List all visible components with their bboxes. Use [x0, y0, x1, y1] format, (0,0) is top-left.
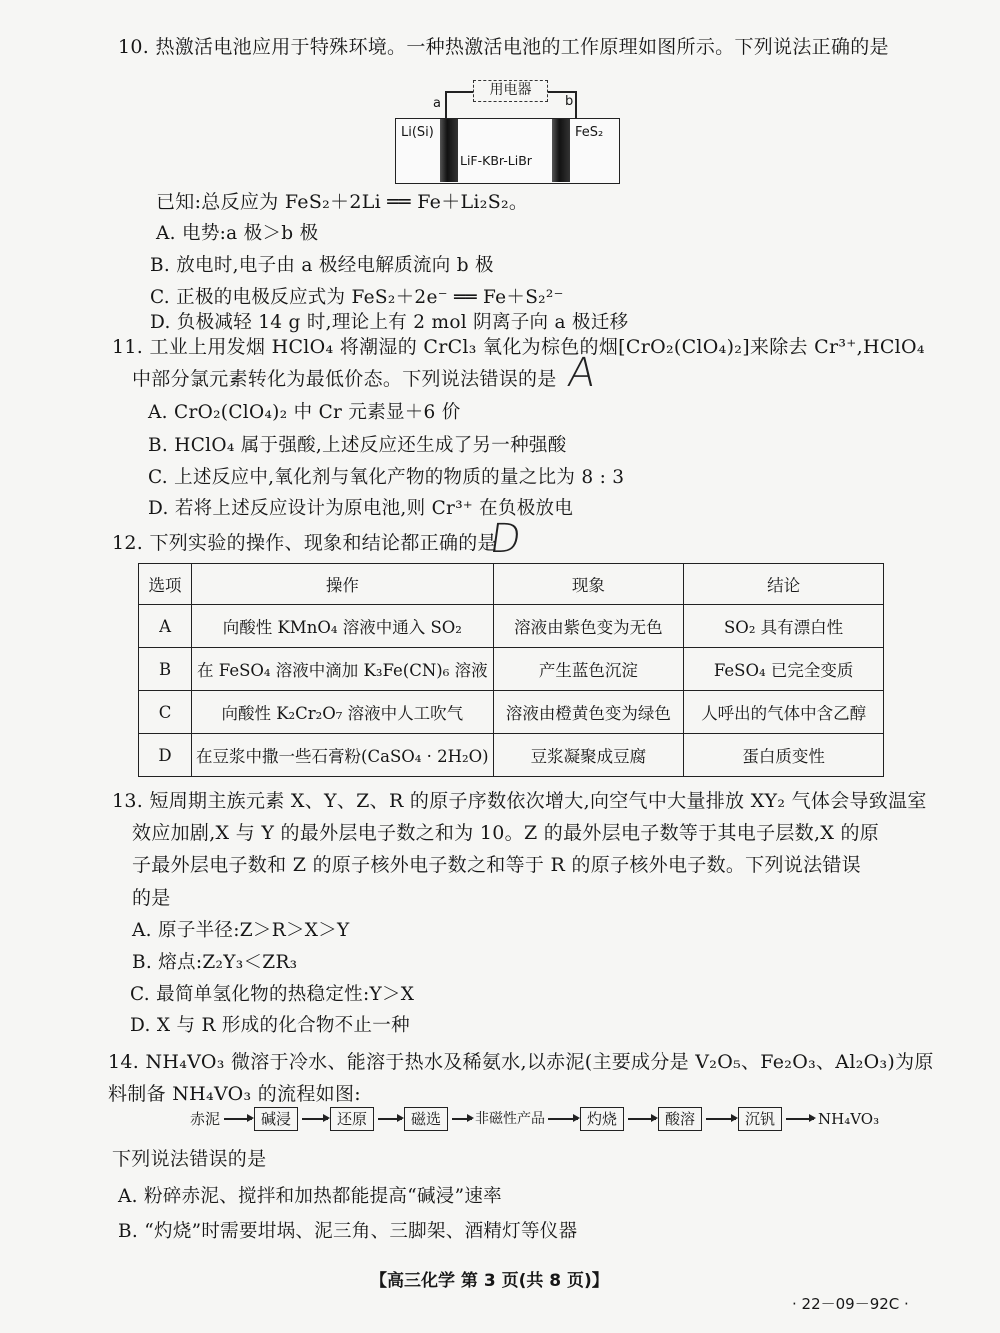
battery-diagram: [395, 80, 620, 185]
q11-handwritten-answer: A: [564, 350, 599, 396]
table-cell: 蛋白质变性: [684, 734, 884, 777]
flow-arrow: [452, 1118, 472, 1120]
flow-end: NH₄VO₃: [818, 1110, 880, 1128]
table-row: [139, 648, 884, 691]
q12-stem: 12. 下列实验的操作、现象和结论都正确的是: [112, 532, 497, 554]
q14-line1: 14. NH₄VO₃ 微溶于冷水、能溶于热水及稀氨水,以赤泥(主要成分是 V₂O₅、Fe₂O₃、Al₂O₃)为原: [108, 1051, 934, 1073]
paper-code: · 22－09－92C ·: [792, 1295, 909, 1313]
q10-option-c: C. 正极的电极反应式为 FeS₂＋2e⁻ ══ Fe＋S₂²⁻: [150, 287, 564, 308]
table-cell: B: [139, 648, 192, 691]
table-header: 结论: [684, 564, 884, 605]
table-cell: 豆浆凝聚成豆腐: [493, 734, 684, 777]
flow-arrow: [628, 1118, 656, 1120]
table-cell: 在豆浆中撒一些石膏粉(CaSO₄ · 2H₂O): [192, 734, 494, 777]
flow-arrow: [224, 1118, 252, 1120]
flow-step-roast: 灼烧: [580, 1107, 624, 1131]
flow-step-reduce: 还原: [330, 1107, 374, 1131]
table-cell: 在 FeSO₄ 溶液中滴加 K₃Fe(CN)₆ 溶液: [192, 648, 494, 691]
table-cell: FeSO₄ 已完全变质: [684, 648, 884, 691]
table-row: [139, 734, 884, 777]
q13-line1: 13. 短周期主族元素 X、Y、Z、R 的原子序数依次增大,向空气中大量排放 XY₂ 气体会导致温室: [112, 790, 927, 812]
q14-ask: 下列说法错误的是: [112, 1148, 267, 1170]
q14-line2: 料制备 NH₄VO₃ 的流程如图:: [108, 1083, 361, 1105]
cathode-material: FeS₂: [575, 125, 604, 140]
table-cell: A: [139, 605, 192, 648]
table-header-row: [139, 564, 884, 605]
flow-step-magnetic-separation: 磁选: [404, 1107, 448, 1131]
flow-step-acid-dissolve: 酸溶: [658, 1107, 702, 1131]
flow-intermediate: 非磁性产品: [475, 1111, 545, 1127]
flow-arrow: [378, 1118, 402, 1120]
q10-option-b: B. 放电时,电子由 a 极经电解质流向 b 极: [150, 255, 494, 276]
table-cell: D: [139, 734, 192, 777]
anode-material: Li(Si): [401, 125, 434, 140]
q13-line2: 效应加剧,X 与 Y 的最外层电子数之和为 10。Z 的最外层电子数等于其电子层数,X 的原: [132, 822, 880, 844]
table-header: 操作: [192, 564, 494, 605]
q10-option-a: A. 电势:a 极＞b 极: [156, 223, 319, 244]
table-cell: 人呼出的气体中含乙醇: [684, 691, 884, 734]
q13-line4: 的是: [132, 887, 171, 909]
table-cell: 向酸性 KMnO₄ 溶液中通入 SO₂: [192, 605, 494, 648]
q13-option-d: D. X 与 R 形成的化合物不止一种: [130, 1015, 410, 1036]
table-cell: 产生蓝色沉淀: [493, 648, 684, 691]
q14-option-b: B. “灼烧”时需要坩埚、泥三角、三脚架、酒精灯等仪器: [118, 1221, 578, 1242]
q10-stem: 10. 热激活电池应用于特殊环境。一种热激活电池的工作原理如图所示。下列说法正确的是: [118, 36, 889, 58]
q13-line3: 子最外层电子数和 Z 的原子核外电子数之和等于 R 的原子核外电子数。下列说法错误: [132, 854, 861, 876]
table-cell: 溶液由紫色变为无色: [493, 605, 684, 648]
flow-arrow: [706, 1118, 736, 1120]
q11-option-a: A. CrO₂(ClO₄)₂ 中 Cr 元素显＋6 价: [148, 402, 461, 423]
flow-arrow: [302, 1118, 328, 1120]
table-header: 现象: [493, 564, 684, 605]
table-cell: 向酸性 K₂Cr₂O₇ 溶液中人工吹气: [192, 691, 494, 734]
table-row: [139, 691, 884, 734]
electrode-a-label: a: [433, 96, 441, 111]
table-row: [139, 605, 884, 648]
q13-option-a: A. 原子半径:Z＞R＞X＞Y: [132, 920, 350, 941]
process-flow: [190, 1103, 880, 1143]
q11-option-c: C. 上述反应中,氧化剂与氧化产物的物质的量之比为 8 : 3: [148, 467, 625, 488]
cell-body: [395, 118, 620, 184]
q10-option-d: D. 负极减轻 14 g 时,理论上有 2 mol 阴离子向 a 极迁移: [150, 312, 629, 333]
q10-known: 已知:总反应为 FeS₂＋2Li ══ Fe＋Li₂S₂。: [156, 191, 529, 213]
q11-line1: 11. 工业上用发烟 HClO₄ 将潮湿的 CrCl₃ 氧化为棕色的烟[CrO₂(ClO₄)₂]来除去 Cr³⁺,HClO₄: [112, 336, 925, 358]
table-cell: 溶液由橙黄色变为绿色: [493, 691, 684, 734]
electrode-a: [440, 119, 458, 182]
page-footer: 【高三化学 第 3 页(共 8 页)】: [370, 1271, 609, 1291]
q13-option-b: B. 熔点:Z₂Y₃＜ZR₃: [132, 952, 298, 973]
q12-table: [138, 563, 884, 777]
flow-arrow: [548, 1118, 578, 1120]
q14-option-a: A. 粉碎赤泥、搅拌和加热都能提高“碱浸”速率: [118, 1186, 502, 1207]
q12-handwritten-answer: D: [486, 516, 525, 562]
q11-option-d: D. 若将上述反应设计为原电池,则 Cr³⁺ 在负极放电: [148, 498, 574, 519]
electrolyte-label: LiF-KBr-LiBr: [460, 153, 532, 168]
table-cell: SO₂ 具有漂白性: [684, 605, 884, 648]
table-header: 选项: [139, 564, 192, 605]
q13-option-c: C. 最简单氢化物的热稳定性:Y＞X: [130, 984, 415, 1005]
flow-start: 赤泥: [190, 1110, 221, 1128]
load-device: 用电器: [473, 80, 548, 102]
flow-step-alkali-leach: 碱浸: [254, 1107, 298, 1131]
flow-arrow: [786, 1118, 814, 1120]
electrode-b-label: b: [565, 94, 574, 109]
q11-line2: 中部分氯元素转化为最低价态。下列说法错误的是: [132, 368, 557, 390]
table-cell: C: [139, 691, 192, 734]
flow-step-precipitate: 沉钒: [738, 1107, 782, 1131]
electrode-b: [552, 119, 570, 182]
q11-option-b: B. HClO₄ 属于强酸,上述反应还生成了另一种强酸: [148, 435, 567, 456]
